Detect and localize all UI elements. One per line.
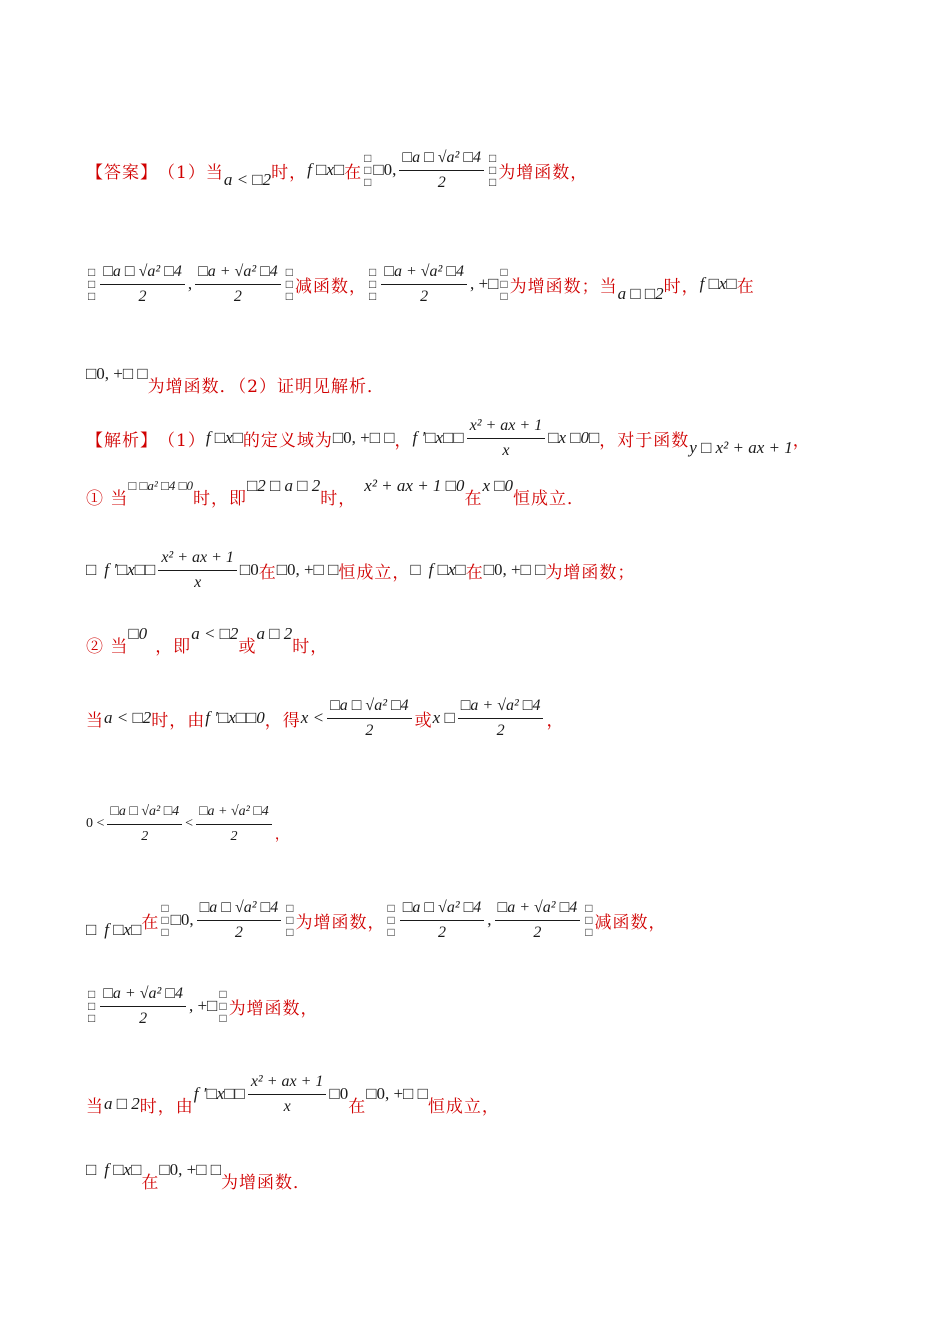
comma: ， xyxy=(394,430,413,451)
case-1-increasing: 为增函数； xyxy=(545,562,636,583)
case-1-zai: 在 xyxy=(464,488,483,509)
left-bracket: □ □ □ xyxy=(88,265,96,303)
left-bracket: □ □ □ xyxy=(369,265,377,303)
decreasing-text: 减函数， xyxy=(295,276,368,297)
therefore-symbol: □ xyxy=(410,560,421,579)
fraction xyxy=(196,803,272,846)
case-2-expression: □0 xyxy=(128,624,148,643)
case-2-or: 或 xyxy=(238,636,257,657)
answer-fx-2: f □x□ xyxy=(699,274,737,293)
fraction-denominator: x xyxy=(502,441,510,459)
case-1-fprime: f ′□x□□ xyxy=(104,560,156,579)
fraction-numerator: x² + ax + 1 xyxy=(248,1073,327,1095)
subcase-1-condition: a < □2 xyxy=(104,708,152,727)
fraction-denominator: 2 xyxy=(420,287,429,305)
subcase-2-interval: □0, +□ □ xyxy=(366,1084,428,1103)
fraction-denominator: 2 xyxy=(437,923,446,941)
subcase-2-condition: a □ 2 xyxy=(104,1094,140,1113)
subcase-1-x1: x < xyxy=(300,708,325,727)
fraction xyxy=(197,899,282,942)
left-bracket: □ □ □ xyxy=(387,901,395,939)
fraction xyxy=(467,417,546,460)
fraction-denominator: 2 xyxy=(138,287,147,305)
analysis-tag: 【解析】 xyxy=(86,430,158,451)
left-bracket: □ □ □ xyxy=(364,151,372,189)
left-bracket: □ □ □ xyxy=(161,901,169,939)
therefore-symbol: □ xyxy=(86,560,97,579)
trailing-comma: ， xyxy=(792,430,811,451)
domain-text: 的定义域为 xyxy=(242,430,333,451)
case-1-geq: □0 xyxy=(239,560,259,579)
fraction-numerator: □a + √a² □4 xyxy=(100,985,186,1007)
fraction-numerator: □a + √a² □4 xyxy=(458,697,544,719)
ordering-lt: < xyxy=(185,816,194,831)
fprime: f ′□x□□ xyxy=(412,428,464,447)
fraction-numerator: □a □ √a² □4 xyxy=(399,149,484,171)
subcase-2-when: 当 xyxy=(86,1096,104,1117)
case-1-label: ① 当 xyxy=(86,488,129,509)
case-2-ie: ，即 xyxy=(155,636,192,657)
case-1-expression: □ □a² □4 □0 xyxy=(128,478,193,493)
case-2-line xyxy=(86,624,850,664)
case-2-label: ② 当 xyxy=(86,636,129,657)
monotonic-tail-increasing: 为增函数， xyxy=(228,998,319,1019)
right-bracket: □ □ □ xyxy=(585,901,593,939)
fraction-denominator: 2 xyxy=(437,173,446,191)
subcase-2-zai: 在 xyxy=(348,1096,367,1117)
subcase-1-or: 或 xyxy=(414,710,433,731)
fraction-denominator: x xyxy=(194,573,202,591)
domain-interval: □0, +□ □ xyxy=(332,428,395,447)
subcase-1-fprime: f ′□x□□0 xyxy=(205,708,265,727)
increasing-text: 为增函数， xyxy=(498,162,589,183)
final-interval: □0, +□ □ xyxy=(159,1160,221,1179)
fraction-denominator: 2 xyxy=(365,721,374,739)
monotonic-line xyxy=(86,900,850,940)
right-bracket: □ □ □ xyxy=(500,265,508,303)
subcase-1-get: ，得 xyxy=(264,710,301,731)
fraction-denominator: x xyxy=(283,1097,291,1115)
case-1-zai-2: 在 xyxy=(258,562,277,583)
analysis-fx: f □x□ xyxy=(205,428,243,447)
fraction-numerator: □a □ √a² □4 xyxy=(400,899,485,921)
answer-part1: （1）当 xyxy=(158,162,224,183)
answer-zai: 在 xyxy=(344,162,363,183)
subcase-1-end: ， xyxy=(546,710,565,731)
case-1-fx: f □x□ xyxy=(428,560,466,579)
answer-tag: 【答案】 xyxy=(86,162,158,183)
fraction xyxy=(248,1073,327,1116)
fraction-numerator: □a + √a² □4 xyxy=(195,263,281,285)
case-1-when: 时，即 xyxy=(192,488,247,509)
fraction-numerator: □a □ √a² □4 xyxy=(197,899,282,921)
subcase-1-line xyxy=(86,698,850,738)
answer-zai-2: 在 xyxy=(736,276,755,297)
right-bracket: □ □ □ xyxy=(489,151,497,189)
answer-when-2: 时， xyxy=(663,276,700,297)
monotonic-increasing: 为增函数， xyxy=(295,912,386,933)
case-2-a2: a □ 2 xyxy=(256,624,293,643)
fraction-numerator: □a + √a² □4 xyxy=(495,899,581,921)
fraction-denominator: 2 xyxy=(533,923,542,941)
final-zai: 在 xyxy=(141,1172,160,1193)
fraction xyxy=(195,263,281,306)
interval-right: , +□ xyxy=(188,996,218,1015)
comma: , xyxy=(487,910,492,929)
comma: , xyxy=(187,274,193,293)
answer-when: 时， xyxy=(271,162,308,183)
case-1-conclusion-line xyxy=(86,550,850,590)
fraction-denominator: 2 xyxy=(230,828,238,844)
fraction-numerator: x² + ax + 1 xyxy=(467,417,546,439)
ordering-end: ， xyxy=(274,827,290,843)
fraction-numerator: x² + ax + 1 xyxy=(158,549,237,571)
final-line xyxy=(86,1150,850,1193)
case-1-interval: □0, +□ □ xyxy=(276,560,339,579)
monotonic-fx: f □x□ xyxy=(104,920,142,939)
interval-left: □0, xyxy=(170,910,194,929)
ordering-zero: 0 < xyxy=(86,816,105,831)
case-1-x: x □0 xyxy=(482,476,514,495)
fraction xyxy=(100,985,186,1028)
fraction xyxy=(100,263,185,306)
analysis-line-1 xyxy=(86,418,850,458)
case-1-line xyxy=(86,476,850,516)
y-function: y □ x² + ax + 1 xyxy=(689,438,793,457)
fraction-denominator: 2 xyxy=(139,1009,148,1027)
right-bracket: □ □ □ xyxy=(285,265,294,303)
fraction xyxy=(495,899,581,942)
therefore-symbol: □ xyxy=(86,920,97,939)
subcase-1-x2: x □ xyxy=(432,708,455,727)
fraction-denominator: 2 xyxy=(233,287,242,305)
fraction-numerator: □a □ √a² □4 xyxy=(327,697,412,719)
fraction-denominator: 2 xyxy=(234,923,243,941)
therefore-symbol: □ xyxy=(86,1160,97,1179)
fraction-numerator: □a + √a² □4 xyxy=(381,263,467,285)
ordering-line xyxy=(86,804,850,844)
monotonic-decreasing: 减函数， xyxy=(594,912,667,933)
case-1-range: □2 □ a □ 2 xyxy=(246,476,321,495)
fraction xyxy=(381,263,467,306)
fraction xyxy=(399,149,484,192)
subcase-2-by: 时，由 xyxy=(139,1096,194,1117)
fraction xyxy=(400,899,485,942)
increasing-when-text: 为增函数；当 xyxy=(509,276,618,297)
case-1-zai-3: 在 xyxy=(465,562,484,583)
case-1-when-2: 时， xyxy=(320,488,357,509)
subcase-2-line xyxy=(86,1072,850,1117)
right-bracket: □ □ □ xyxy=(219,987,227,1025)
for-function-text: ，对于函数 xyxy=(599,430,690,451)
case-2-when: 时， xyxy=(292,636,329,657)
final-fx: f □x□ xyxy=(104,1160,142,1179)
case-1-holds: 恒成立． xyxy=(513,488,586,509)
fraction-numerator: □a □ √a² □4 xyxy=(100,263,185,285)
fraction xyxy=(327,697,412,740)
subcase-2-holds: 恒成立， xyxy=(427,1096,500,1117)
answer-line-2 xyxy=(86,264,850,304)
answer-tail: 为增函数．（2）证明见解析． xyxy=(147,376,385,397)
answer-line-3 xyxy=(86,354,850,397)
answer-condition-1: a < □2 xyxy=(223,170,272,189)
interval: □0, +□ □ xyxy=(86,364,148,383)
fraction-denominator: 2 xyxy=(141,828,149,844)
right-bracket: □ □ □ xyxy=(286,901,294,939)
case-2-a1: a < □2 xyxy=(191,624,239,643)
subcase-2-geq: □0 xyxy=(329,1084,349,1103)
monotonic-tail-line xyxy=(86,986,850,1026)
answer-line-1 xyxy=(86,150,850,190)
subcase-1-when: 当 xyxy=(86,710,104,731)
fprime-condition: □x □0□ xyxy=(548,428,600,447)
monotonic-zai: 在 xyxy=(141,912,160,933)
final-increasing: 为增函数． xyxy=(221,1172,311,1193)
analysis-part1: （1） xyxy=(158,430,206,451)
fraction-denominator: 2 xyxy=(496,721,505,739)
answer-condition-2: a □ □2 xyxy=(617,284,664,303)
subcase-1-by: 时，由 xyxy=(151,710,206,731)
fraction xyxy=(107,803,182,846)
subcase-2-fprime: f ′□x□□ xyxy=(193,1084,245,1103)
answer-fx: f □x□ xyxy=(307,160,345,179)
case-1-interval-2: □0, +□ □ xyxy=(483,560,546,579)
fraction xyxy=(458,697,544,740)
fraction-numerator: □a + √a² □4 xyxy=(196,803,272,825)
interval-right: , +□ xyxy=(469,274,499,293)
fraction xyxy=(158,549,237,592)
left-bracket: □ □ □ xyxy=(88,987,96,1025)
case-1-holds-2: 恒成立， xyxy=(338,562,411,583)
fraction-numerator: □a □ √a² □4 xyxy=(107,803,182,825)
interval-left: □0, xyxy=(373,160,397,179)
case-1-inequality: x² + ax + 1 □0 xyxy=(364,476,465,495)
